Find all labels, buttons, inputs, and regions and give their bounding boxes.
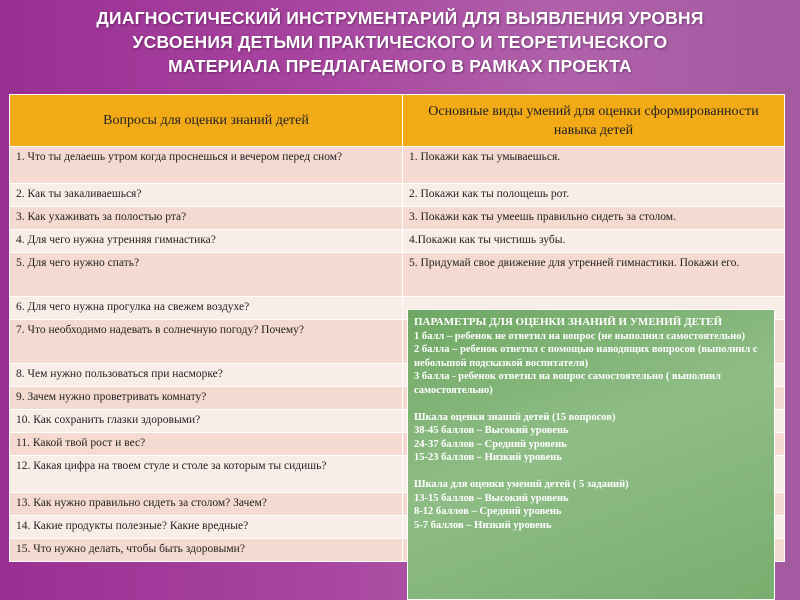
skills-level-high: 13-15 баллов – Высокий уровень (414, 492, 569, 504)
question-cell: 2. Как ты закаливаешься? (10, 184, 403, 207)
question-cell: 4. Для чего нужна утренняя гимнастика? (10, 230, 403, 253)
title-line-1: ДИАГНОСТИЧЕСКИЙ ИНСТРУМЕНТАРИЙ ДЛЯ ВЫЯВЛЕНИЯ УРОВНЯ (96, 8, 704, 28)
skills-scale-title: Шкала для оценки умений детей ( 5 заданий) (414, 479, 629, 490)
table-row (10, 147, 785, 184)
criterion-1: 1 балл – ребенок не ответил на вопрос (не выполнил самостоятельно) (414, 330, 745, 342)
title-line-3: МАТЕРИАЛА ПРЕДЛАГАЕМОГО В РАМКАХ ПРОЕКТА (168, 56, 632, 76)
criterion-2: 2 балла – ребенок ответил с помощью наводящих вопросов (выполнил с небольшой подсказкой воспитателя) (414, 344, 758, 369)
table-row (10, 230, 785, 253)
parameters-heading: ПАРАМЕТРЫ ДЛЯ ОЦЕНКИ ЗНАНИЙ И УМЕНИЙ ДЕТЕЙ (414, 316, 723, 328)
table-row (10, 207, 785, 230)
title-line-2: УСВОЕНИЯ ДЕТЬМИ ПРАКТИЧЕСКОГО И ТЕОРЕТИЧЕСКОГО (132, 32, 668, 52)
question-cell: 3. Как ухаживать за полостью рта? (10, 207, 403, 230)
table-row (10, 184, 785, 207)
question-cell: 8. Чем нужно пользоваться при насморке? (10, 364, 403, 387)
question-cell: 7. Что необходимо надевать в солнечную погоду? Почему? (10, 320, 403, 364)
question-cell: 6. Для чего нужна прогулка на свежем воздухе? (10, 297, 403, 320)
question-cell: 14. Какие продукты полезные? Какие вредные? (10, 516, 403, 539)
knowledge-level-low: 15-23 баллов – Низкий уровень (414, 452, 562, 463)
question-cell: 9. Зачем нужно проветривать комнату? (10, 387, 403, 410)
question-cell: 12. Какая цифра на твоем стуле и столе за которым ты сидишь? (10, 456, 403, 493)
skill-cell: 1. Покажи как ты умываешься. (403, 147, 785, 184)
knowledge-level-high: 38-45 баллов – Высокий уровень (414, 425, 569, 436)
question-cell: 15. Что нужно делать, чтобы быть здоровыми? (10, 539, 403, 562)
question-cell: 5. Для чего нужно спать? (10, 253, 403, 297)
skills-level-low: 5-7 баллов – Низкий уровень (414, 519, 552, 531)
knowledge-level-medium: 24-37 баллов – Средний уровень (414, 438, 567, 450)
criterion-3: 3 балла - ребенок ответил на вопрос самостоятельно ( выполнил самостоятельно) (414, 371, 721, 396)
knowledge-scale-title: Шкала оценки знаний детей (15 вопросов) (414, 411, 616, 423)
question-cell: 11. Какой твой рост и вес? (10, 433, 403, 456)
header-knowledge-questions: Вопросы для оценки знаний детей (10, 95, 403, 147)
page-title (20, 6, 780, 78)
table-row (10, 253, 785, 297)
skills-level-medium: 8-12 баллов – Средний уровень (414, 506, 562, 517)
skill-cell: 3. Покажи как ты умеешь правильно сидеть за столом. (403, 207, 785, 230)
skill-cell: 2. Покажи как ты полощешь рот. (403, 184, 785, 207)
question-cell: 13. Как нужно правильно сидеть за столом? Зачем? (10, 493, 403, 516)
table-header-row (10, 95, 785, 147)
skill-cell: 5. Придумай свое движение для утренней гимнастики. Покажи его. (403, 253, 785, 297)
skill-cell: 4.Покажи как ты чистишь зубы. (403, 230, 785, 253)
header-skill-types: Основные виды умений для оценки сформированности навыка детей (403, 95, 785, 147)
question-cell: 10. Как сохранить глазки здоровыми? (10, 410, 403, 433)
question-cell: 1. Что ты делаешь утром когда проснешься и вечером перед сном? (10, 147, 403, 184)
parameters-panel (407, 309, 775, 600)
